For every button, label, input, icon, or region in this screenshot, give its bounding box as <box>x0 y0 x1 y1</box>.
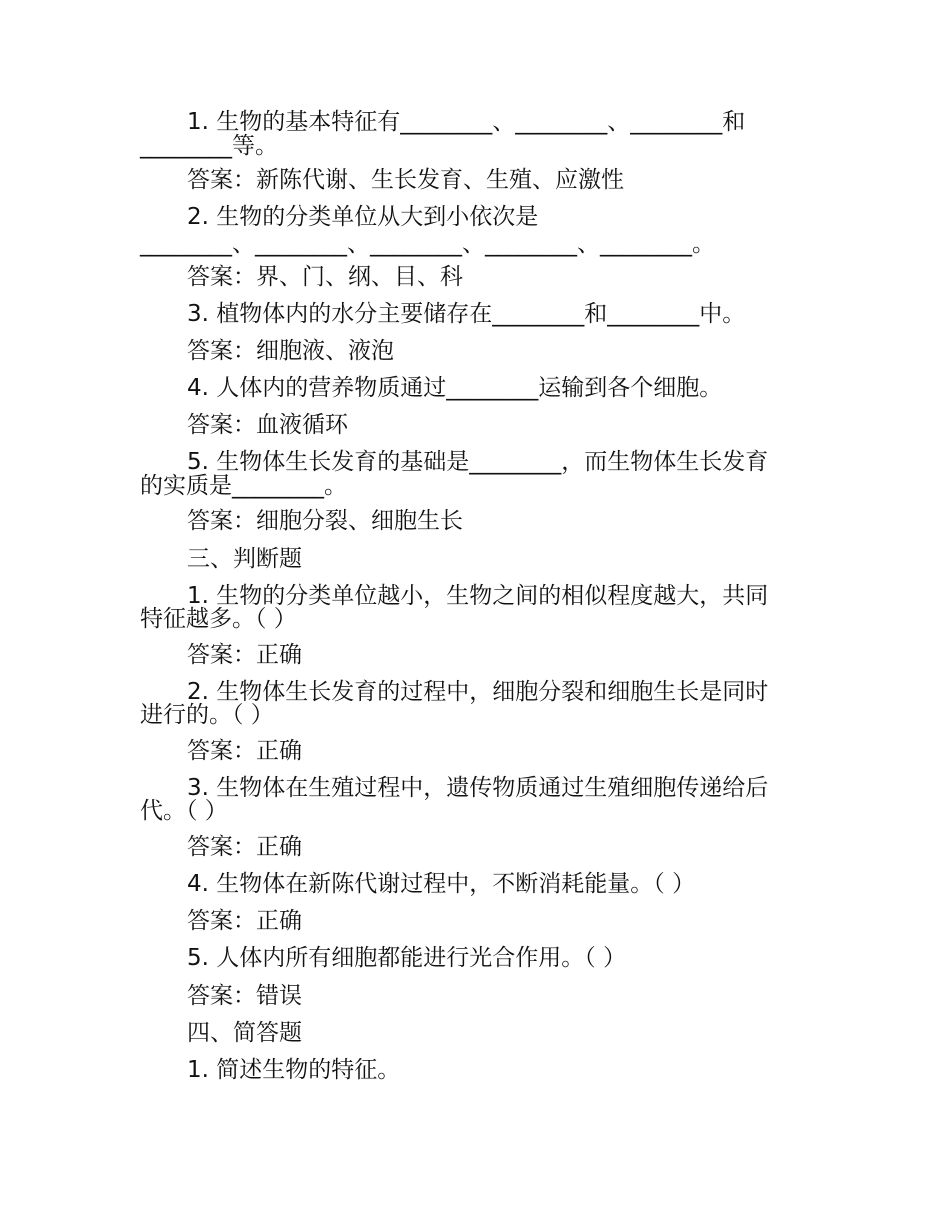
question-line: 1. 生物的基本特征有________、________、________和 <box>187 109 746 135</box>
question-line-continued: ________、________、________、________、________。 <box>140 231 715 257</box>
section-heading: 四、简答题 <box>187 1020 302 1046</box>
question-line-continued: 特征越多。（ ） <box>140 606 297 632</box>
answer-line: 答案：正确 <box>187 642 302 668</box>
answer-line: 答案：正确 <box>187 834 302 860</box>
question-line: 5. 生物体生长发育的基础是________，而生物体生长发育 <box>187 449 769 475</box>
question-line: 4. 人体内的营养物质通过________运输到各个细胞。 <box>187 375 723 401</box>
question-line-continued: 的实质是________。 <box>140 473 347 499</box>
question-line: 3. 植物体内的水分主要储存在________和________中。 <box>187 301 746 327</box>
answer-line: 答案：新陈代谢、生长发育、生殖、应激性 <box>187 167 624 193</box>
question-line-continued: ________等。 <box>140 133 278 159</box>
question-line: 4. 生物体在新陈代谢过程中，不断消耗能量。（ ） <box>187 871 696 897</box>
question-line: 1. 生物的分类单位越小，生物之间的相似程度越大，共同 <box>187 583 769 609</box>
question-line: 3. 生物体在生殖过程中，遗传物质通过生殖细胞传递给后 <box>187 775 769 801</box>
question-line-continued: 进行的。（ ） <box>140 702 274 728</box>
answer-line: 答案：血液循环 <box>187 412 348 438</box>
answer-line: 答案：错误 <box>187 983 302 1009</box>
answer-line: 答案：正确 <box>187 738 302 764</box>
answer-line: 答案：细胞液、液泡 <box>187 338 394 364</box>
answer-line: 答案：界、门、纲、目、科 <box>187 264 463 290</box>
answer-line: 答案：细胞分裂、细胞生长 <box>187 508 463 534</box>
section-heading: 三、判断题 <box>187 546 302 572</box>
question-line: 2. 生物的分类单位从大到小依次是 <box>187 204 539 230</box>
question-line: 5. 人体内所有细胞都能进行光合作用。（ ） <box>187 945 627 971</box>
question-line: 2. 生物体生长发育的过程中，细胞分裂和细胞生长是同时 <box>187 679 769 705</box>
answer-line: 答案：正确 <box>187 908 302 934</box>
question-line-continued: 代。（ ） <box>140 798 228 824</box>
question-line: 1. 简述生物的特征。 <box>187 1057 401 1083</box>
